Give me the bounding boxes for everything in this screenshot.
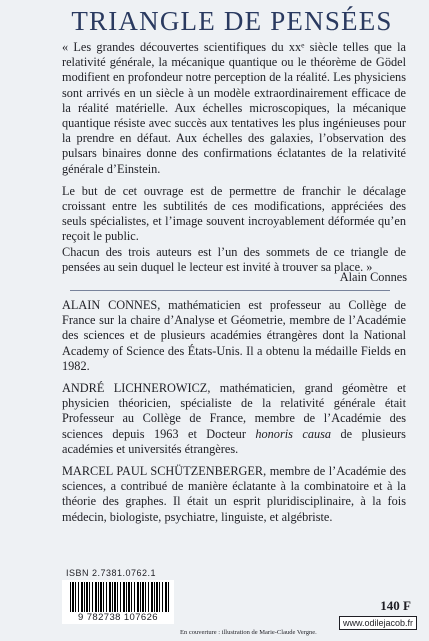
barcode [62, 580, 174, 624]
separator-line [70, 290, 390, 291]
quote-paragraph-2: Le but de cet ouvrage est de permettre de franchir le décalage croissant entre les subtilités de ces modifications, appréciées des seuls spécialistes, et l’image souvent incroyablement déformée qu’en reçoit le public. [62, 183, 406, 244]
author-bios [62, 298, 406, 532]
website-url: www.odilejacob.fr [339, 616, 417, 630]
bio-italic: honoris causa [255, 426, 332, 441]
cover-quote [62, 40, 406, 282]
bio-marcel-paul-schutzenberger: MARCEL PAUL SCHÜTZENBERGER, membre de l’Académie des sciences, a contribué de manière éclatante à la combinatoire et à la théorie des graphes. Il était un esprit pluridisciplinaire, à la fois médecin, biologiste, psychiatre, linguiste, et algébriste. [62, 464, 406, 524]
price: 140 F [380, 598, 411, 613]
barcode-bars [70, 582, 170, 612]
book-title: TRIANGLE DE PENSÉES [71, 6, 393, 36]
bio-andre-lichnerowicz [62, 381, 406, 457]
bio-text: ANDRÉ LICHNEROWICZ, mathématicien, grand géomètre et physicien théoricien, spécialiste de la relativité générale était Professeur au Collège de France, membre de l’Académie des sciences depuis 1963 et Docteur [62, 381, 406, 441]
quote-paragraph-3: Chacun des trois auteurs est l’un des sommets de ce triangle de pensées au sein duquel le lecteur est invité à trouver sa place. » [62, 244, 406, 274]
quote-paragraph-1: « Les grandes découvertes scientifiques du xxᵉ siècle telles que la relativité générale, la mécanique quantique ou le théorème de Gödel modifient en profondeur notre perception de la réalité. Les physiciens sont arrivés en un siècle à un modèle extraordinairement efficace de la réalité matérielle. Aux échelles microscopiques, la mécanique quantique résiste avec succès aux tentatives les plus ingénieuses pour la prendre en défaut. Aux échelles des galaxies, l’observation des pulsars binaires donne des confirmations éclatantes de la relativité générale d’Einstein. [62, 40, 406, 176]
barcode-digits: 9 782738 107626 [78, 612, 158, 623]
isbn: ISBN 2.7381.0762.1 [66, 568, 157, 578]
bio-text: de plusieurs académies et universités étrangères. [62, 426, 406, 456]
quote-signature: Alain Connes [339, 270, 407, 284]
cover-credit: En couverture : illustration de Marie-Claude Vergne. [180, 629, 317, 636]
bio-alain-connes: ALAIN CONNES, mathématicien est professeur au Collège de France sur la chaire d’Analyse et Géometrie, membre de l’Académie des sciences et de plusieurs académies étrangères dont la National Academy of Science des États-Unis. Il a obtenu la médaille Fields en 1982. [62, 298, 406, 373]
